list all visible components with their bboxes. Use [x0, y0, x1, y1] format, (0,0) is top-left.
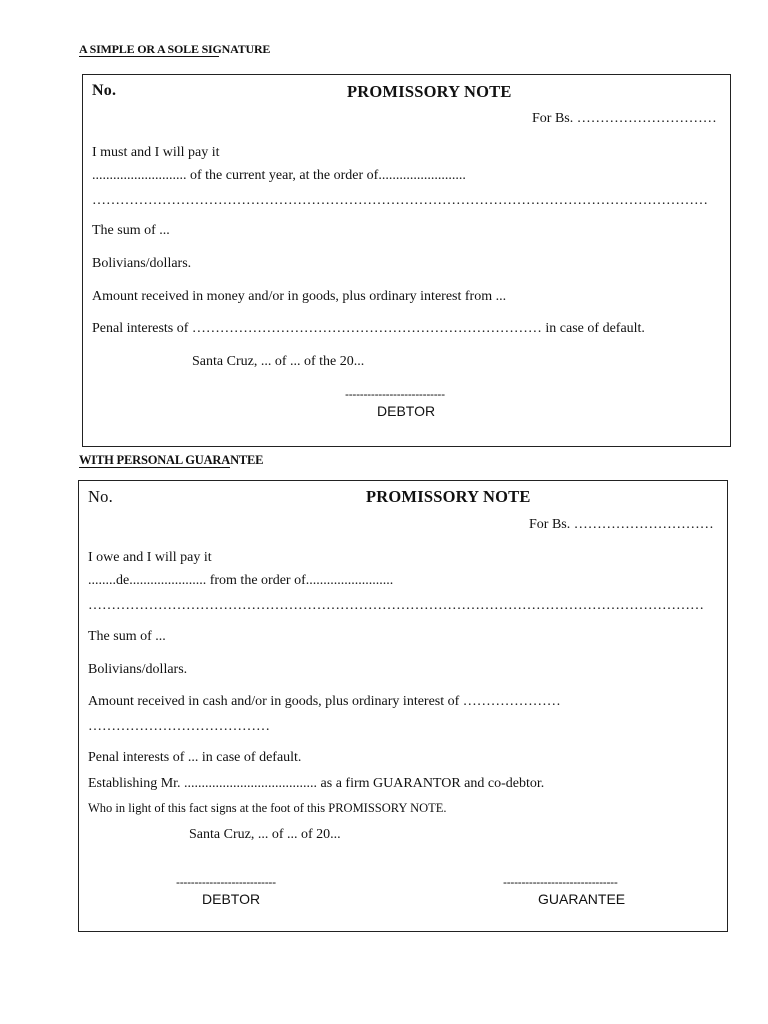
section-heading-simple-signature: A SIMPLE OR A SOLE SIGNATURE	[79, 42, 271, 56]
guarantor-signs-line: Who in light of this fact signs at the foot of this PROMISSORY NOTE.	[88, 801, 447, 815]
pay-promise-line: I owe and I will pay it	[88, 550, 212, 565]
guarantor-line: Establishing Mr. ...................................... as a firm GUARANTOR and co-debtor.	[88, 776, 545, 791]
heading-underline	[79, 56, 219, 57]
currency-line: Bolivians/dollars.	[92, 256, 192, 271]
sum-line: The sum of ...	[92, 223, 170, 238]
order-of-line: ........de...................... from the order of.........................	[88, 573, 394, 588]
section-heading-personal-guarantee: WITH PERSONAL GUARANTEE	[79, 453, 264, 467]
debtor-signature-line: ---------------------------	[345, 387, 445, 401]
currency-line: Bolivians/dollars.	[88, 662, 188, 677]
debtor-label: DEBTOR	[202, 891, 261, 907]
amount-received-line: Amount received in cash and/or in goods, plus ordinary interest of …………………	[88, 694, 561, 709]
note-number-label: No.	[88, 487, 113, 506]
heading-underline	[79, 467, 230, 468]
note-title: PROMISSORY NOTE	[347, 82, 512, 101]
dotted-fill-line: ……………………………………………………………………………………………………………………	[92, 193, 708, 208]
note-number-label: No.	[92, 82, 117, 99]
guarantee-label: GUARANTEE	[538, 891, 626, 907]
order-of-line: ........................... of the current year, at the order of.........................	[92, 168, 466, 183]
amount-received-line: Amount received in money and/or in goods, plus ordinary interest from ...	[92, 289, 507, 304]
pay-promise-line: I must and I will pay it	[92, 145, 220, 160]
amount-for-bs: For Bs. …………………………	[532, 111, 717, 126]
debtor-label: DEBTOR	[377, 403, 436, 419]
sum-line: The sum of ...	[88, 629, 166, 644]
amount-for-bs: For Bs. …………………………	[529, 517, 714, 532]
penal-interests-line: Penal interests of ………………………………………………………………… in case of default.	[92, 321, 645, 336]
promissory-note-simple	[82, 74, 731, 447]
debtor-signature-line: ---------------------------	[176, 875, 276, 889]
promissory-note-guarantee	[78, 480, 728, 932]
penal-interests-line: Penal interests of ... in case of default.	[88, 750, 302, 765]
amount-continuation-line: …………………………………	[88, 719, 270, 734]
dotted-fill-line: ……………………………………………………………………………………………………………………	[88, 598, 704, 613]
guarantee-signature-line: -------------------------------	[503, 875, 618, 889]
place-date-line: Santa Cruz, ... of ... of the 20...	[192, 354, 365, 369]
note-title: PROMISSORY NOTE	[366, 487, 531, 506]
place-date-line: Santa Cruz, ... of ... of 20...	[189, 827, 341, 842]
